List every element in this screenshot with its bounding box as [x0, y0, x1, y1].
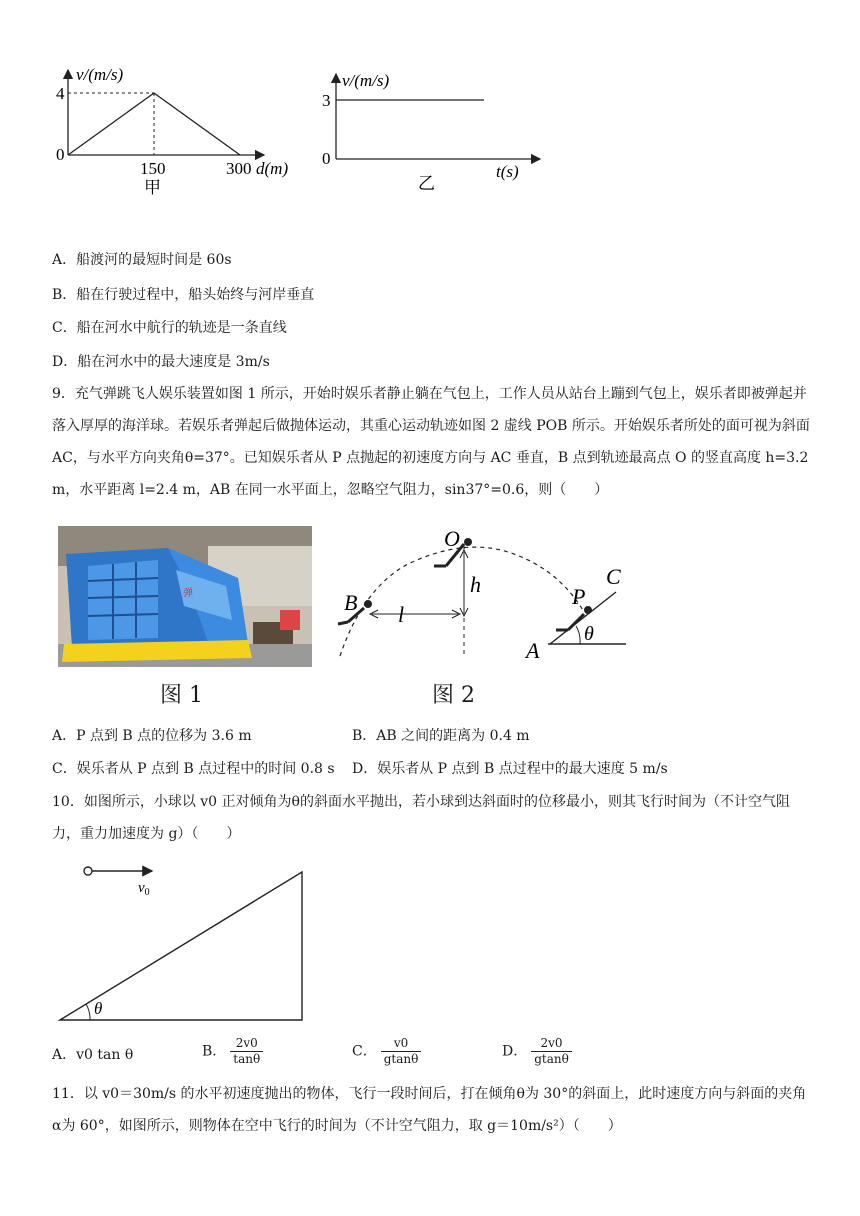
label-l: l — [398, 602, 405, 627]
y-axis-label: v/(m/s) — [76, 65, 124, 84]
q9-option-d: D．娱乐者从 P 点到 B 点过程中的最大速度 5 m/s — [352, 761, 668, 777]
v0-label: $v_0$ — [138, 880, 150, 898]
figure-jia-graph — [50, 60, 320, 200]
y-tick-3: 3 — [322, 91, 331, 110]
option-c-numerator: v0 — [381, 1036, 422, 1052]
x-axis-label: t(s) — [496, 162, 519, 181]
option-d-fraction — [531, 1036, 572, 1067]
q9-option-a: A．P 点到 B 点的位移为 3.6 m — [52, 728, 252, 744]
q9-option-b: B．AB 之间的距离为 0.4 m — [352, 728, 530, 744]
x-axis-label: d(m) — [256, 159, 289, 178]
q8-option-d: D．船在河水中的最大速度是 3m/s — [52, 354, 270, 370]
y-axis-label: v/(m/s) — [342, 71, 390, 90]
label-h: h — [470, 572, 481, 597]
y-tick-4: 4 — [56, 84, 65, 103]
figure-caption-jia: 甲 — [144, 178, 161, 197]
option-b-denominator: tanθ — [233, 1052, 261, 1066]
origin-label: 0 — [56, 145, 65, 164]
option-b-fraction — [230, 1036, 263, 1067]
incline-triangle — [60, 872, 302, 1020]
option-c-denominator: gtanθ — [383, 1052, 419, 1066]
incline-diagram — [56, 858, 312, 1026]
option-d-denominator: gtanθ — [534, 1052, 569, 1066]
option-c-fraction — [381, 1036, 422, 1067]
label-b: B — [344, 590, 358, 615]
inflatable-photo — [58, 526, 312, 667]
label-p: P — [572, 584, 586, 609]
x-tick-300: 300 — [226, 159, 252, 178]
q10-option-c — [352, 1036, 421, 1067]
option-d-numerator: 2v0 — [531, 1036, 572, 1052]
q10-option-b — [202, 1036, 263, 1067]
q10-stem: 10．如图所示，小球以 v0 正对倾角为θ的斜面水平抛出，若小球到达斜面时的位移最小，则其飞行时间为（不计空气阻力，重力加速度为 g）（ ） — [52, 794, 790, 842]
q8-option-b: B．船在行驶过程中，船头始终与河岸垂直 — [52, 287, 315, 303]
trajectory-diagram — [328, 528, 628, 668]
option-b-prefix: B． — [202, 1043, 227, 1060]
q11-stem: 11．以 v0＝30m/s 的水平初速度抛出的物体，飞行一段时间后，打在倾角θ为 30°的斜面上，此时速度方向与斜面的夹角α为 60°，如图所示，则物体在空中飞行的时间为（不计空气阻力，取 g＝10m/s²）（ ） — [52, 1086, 807, 1134]
trajectory-curve — [340, 547, 584, 656]
option-d-prefix: D． — [502, 1043, 528, 1060]
figure-1-caption: 图 1 — [160, 683, 203, 708]
q9-option-c: C．娱乐者从 P 点到 B 点过程中的时间 0.8 s — [52, 761, 335, 777]
option-b-numerator: 2v0 — [230, 1036, 263, 1052]
figure-yi-graph — [318, 64, 558, 200]
origin-label: 0 — [322, 149, 331, 168]
figure-2-caption: 图 2 — [432, 683, 475, 708]
ball — [84, 867, 92, 875]
label-c: C — [606, 564, 621, 589]
q8-option-c: C．船在河水中航行的轨迹是一条直线 — [52, 320, 287, 336]
q10-option-a: A．v0 tan θ — [52, 1047, 134, 1063]
q8-option-a: A．船渡河的最短时间是 60s — [52, 252, 232, 268]
x-tick-150: 150 — [140, 159, 166, 178]
option-c-prefix: C． — [352, 1043, 377, 1060]
q9-stem: 9．充气弹跳飞人娱乐装置如图 1 所示，开始时娱乐者静止躺在气包上，工作人员从站台上蹦到气包上，娱乐者即被弹起并落入厚厚的海洋球。若娱乐者弹起后做抛体运动，其重心运动轨迹如图 2 虚线 POB 所示。开始娱乐者所处的面可视为斜面 AC，与水平方向夹角θ=37°。已知娱乐者从 P 点抛起的初速度方向与 AC 垂直，B 点到轨迹最高点 O 的竖直高度 h=3.2 m，水平距离 l=2.4 m，AB 在同一水平面上，忽略空气阻力，sin37°=0.6，则（ ） — [52, 386, 810, 498]
angle-arc — [576, 626, 580, 644]
figure-caption-yi: 乙 — [418, 174, 435, 193]
q10-option-d — [502, 1036, 572, 1067]
label-theta: θ — [584, 623, 594, 645]
theta-label: θ — [94, 999, 103, 1018]
label-o: O — [444, 528, 460, 551]
svg-text:弹: 弹 — [183, 588, 193, 599]
label-a: A — [526, 638, 540, 663]
angle-arc — [86, 1004, 90, 1020]
